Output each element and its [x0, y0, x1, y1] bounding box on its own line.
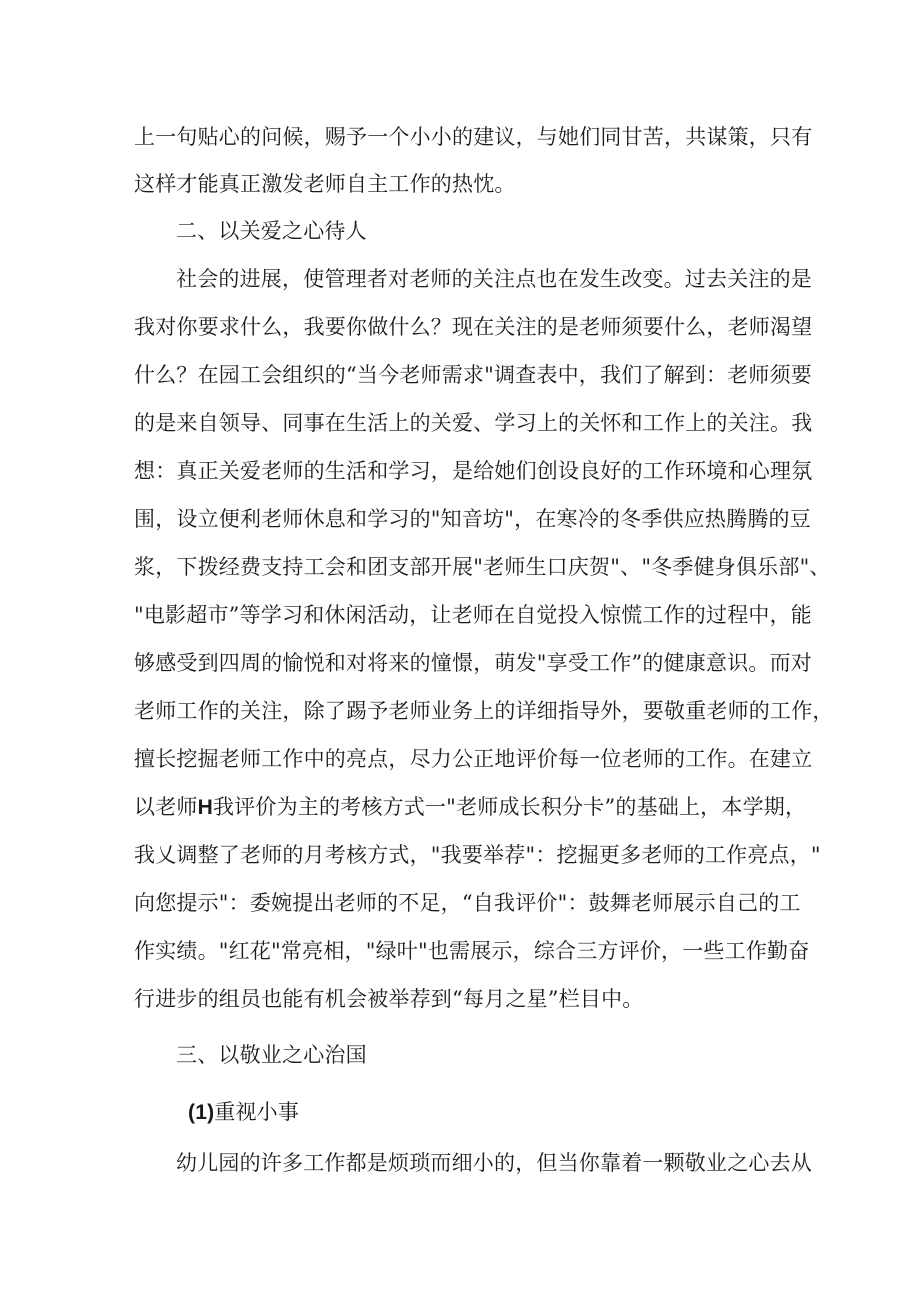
paragraph-line: [134, 794, 806, 821]
subsection-number: (1): [188, 1101, 215, 1124]
paragraph-line: 想：真正关爱老师的生活和学习，是给她们创设良好的工作环境和心理氛: [134, 459, 813, 483]
paragraph-line: 的是来自领导、同事在生活上的关爱、学习上的关怀和工作上的关注。我: [134, 411, 813, 435]
paragraph-line: 围，设立便利老师休息和学习的"知音坊"，在寒冷的冬季供应热腾腾的豆: [134, 507, 811, 531]
paragraph-line: 什么？在园工会组织的“当今老师需求"调查表中，我们了解到：老师须要: [134, 363, 812, 387]
line-prefix: 以老师: [134, 795, 198, 819]
paragraph-line: 这样才能真正激发老师自主工作的热忱。: [134, 172, 516, 196]
paragraph-line: 擅长挖掘老师工作中的亮点，尽力公正地评价每一位老师的工作。在建立: [134, 747, 813, 771]
paragraph-line: 老师工作的关注，除了踢予老师业务上的详细指导外，要敬重老师的工作，: [134, 699, 834, 723]
section-heading: 三、以敬业之心治国: [176, 1043, 367, 1067]
paragraph-line: 幼儿园的许多工作都是烦琐而细小的，但当你靠着一颗敬业之心去从: [176, 1151, 812, 1175]
subsection-heading: [188, 1099, 299, 1126]
line-rest: 我评价为主的考核方式一"老师成长积分卡”的基础上，本学期，: [212, 795, 807, 819]
paragraph-line: 我对你要求什么，我要你做什么？现在关注的是老师须要什么，老师渴望: [134, 315, 813, 339]
paragraph-line: 行进步的组员也能有机会被举荐到“每月之星”栏目中。: [134, 987, 644, 1011]
paragraph-line: "电影超市”等学习和休闲活动，让老师在自觉投入惊慌工作的过程中，能: [134, 603, 812, 627]
paragraph-line: 浆，下拨经费支持工会和团支部开展"老师生口庆贺"、"冬季健身俱乐部"、: [134, 555, 831, 579]
paragraph-line: 我乂调整了老师的月考核方式，"我要举荐"：挖掘更多老师的工作亮点，": [134, 843, 821, 867]
subsection-title: 重视小事: [214, 1100, 300, 1124]
paragraph-line: 上一句贴心的问候，赐予一个小小的建议，与她们同甘苦，共谋策，只有: [134, 125, 813, 149]
paragraph-line: 向您提示"：委婉提出老师的不足，“自我评价"：鼓舞老师展示自己的工: [134, 891, 801, 915]
section-heading: 二、以关爱之心待人: [176, 219, 367, 243]
paragraph-line: 够感受到四周的愉悦和对将来的憧憬，萌发"享受工作”的健康意识。而对: [134, 651, 812, 675]
paragraph-line: 作实绩。"红花"常亮相，"绿叶"也需展示，综合三方评价，一些工作勤奋: [134, 939, 810, 963]
bold-glyph: H: [197, 796, 213, 819]
paragraph-line: 社会的进展，使管理者对老师的关注点也在发生改变。过去关注的是: [176, 267, 812, 291]
